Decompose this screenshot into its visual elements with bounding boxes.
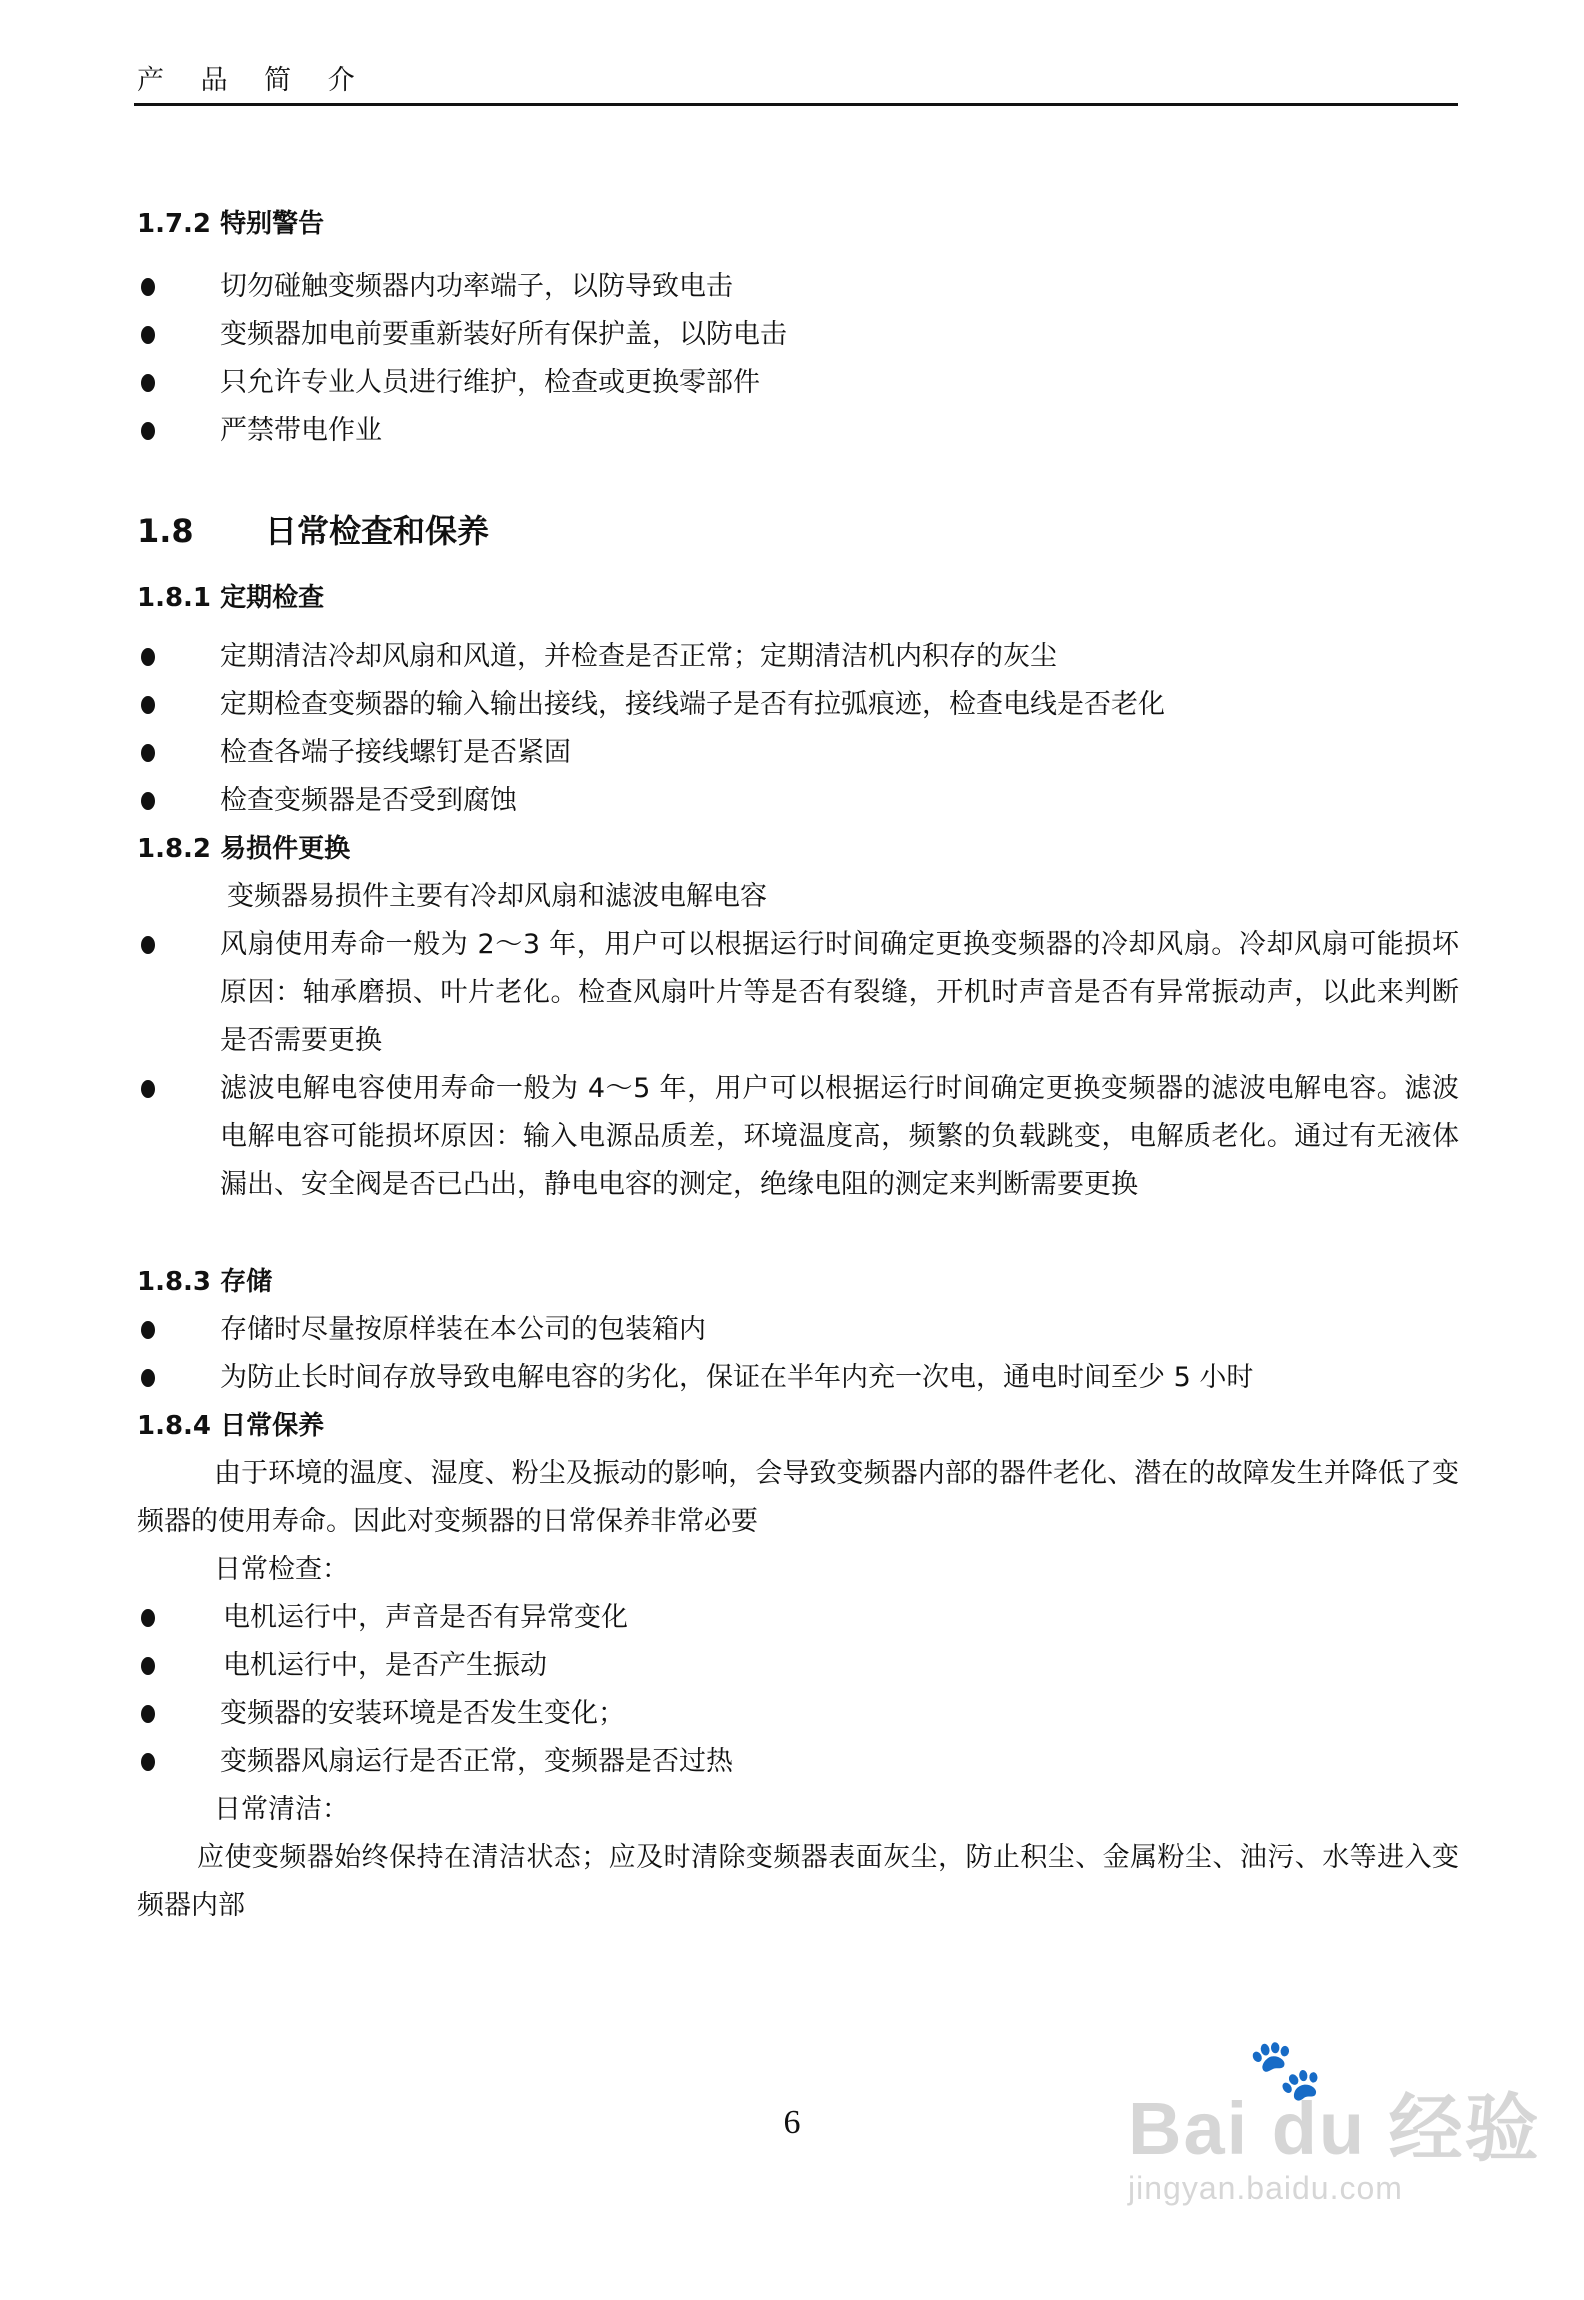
list-item: 变频器加电前要重新装好所有保护盖，以防电击 <box>137 311 1459 359</box>
bullet-icon <box>141 1321 155 1339</box>
bullet-icon <box>141 1753 155 1771</box>
bullet-icon <box>141 374 155 392</box>
heading-1-8-1: 1.8.1 定期检查 <box>137 583 325 613</box>
bullet-icon <box>141 696 155 714</box>
list-item: 滤波电解电容使用寿命一般为 4～5 年，用户可以根据运行时间确定更换变频器的滤波电解电容。滤波电解电容可能损坏原因：输入电源品质差，环境温度高，频繁的负载跳变，电解质老化。通过有无液体漏出、安全阀是否已凸出，静电电容的测定，绝缘电阻的测定来判断需要更换 <box>137 1065 1459 1209</box>
section-1-8-4 <box>137 1402 1459 1930</box>
paw-logo-icon: 🐾 <box>1248 2036 1323 2103</box>
bullet-icon <box>141 1080 155 1098</box>
heading-1-8-3: 1.8.3 存储 <box>137 1267 273 1297</box>
list-item: 检查各端子接线螺钉是否紧固 <box>137 729 1459 777</box>
bullet-icon <box>141 1369 155 1387</box>
bullet-icon <box>141 422 155 440</box>
page-number: 6 <box>783 2104 801 2141</box>
list-item: 电机运行中，声音是否有异常变化 <box>137 1594 1459 1642</box>
maintenance-paragraph: 由于环境的温度、湿度、粉尘及振动的影响，会导致变频器内部的器件老化、潜在的故障发生并降低了变频器的使用寿命。因此对变频器的日常保养非常必要 <box>137 1458 1459 1537</box>
warning-list <box>137 263 1459 455</box>
watermark-brand: Bai du 经验 <box>1128 2087 1541 2170</box>
heading-1-8-4: 1.8.4 日常保养 <box>137 1411 325 1441</box>
bullet-icon <box>141 1705 155 1723</box>
list-item: 为防止长时间存放导致电解电容的劣化，保证在半年内充一次电，通电时间至少 5 小时 <box>137 1354 1459 1402</box>
heading-1-8-2: 1.8.2 易损件更换 <box>137 834 351 864</box>
list-item: 切勿碰触变频器内功率端子，以防导致电击 <box>137 263 1459 311</box>
intro-text: 变频器易损件主要有冷却风扇和滤波电解电容 <box>227 881 767 912</box>
bullet-icon <box>141 792 155 810</box>
heading-1-7-2: 1.7.2 特别警告 <box>137 209 325 239</box>
bullet-icon <box>141 1609 155 1627</box>
list-item: 检查变频器是否受到腐蚀 <box>137 777 1459 825</box>
bullet-icon <box>141 278 155 296</box>
list-item: 电机运行中，是否产生振动 <box>137 1642 1459 1690</box>
list-item: 严禁带电作业 <box>137 407 1459 455</box>
bullet-icon <box>141 936 155 954</box>
list-item: 变频器风扇运行是否正常，变频器是否过热 <box>137 1738 1459 1786</box>
list-item: 风扇使用寿命一般为 2～3 年，用户可以根据运行时间确定更换变频器的冷却风扇。冷却风扇可能损坏原因：轴承磨损、叶片老化。检查风扇叶片等是否有裂缝，开机时声音是否有异常振动声，以此来判断是否需要更换 <box>137 921 1459 1065</box>
heading-1-8: 1.8 日常检查和保养 <box>137 512 490 550</box>
bullet-icon <box>141 648 155 666</box>
cleaning-paragraph: 应使变频器始终保持在清洁状态；应及时清除变频器表面灰尘，防止积尘、金属粉尘、油污、水等进入变频器内部 <box>137 1842 1459 1921</box>
list-item: 只允许专业人员进行维护，检查或更换零部件 <box>137 359 1459 407</box>
bullet-icon <box>141 1657 155 1675</box>
daily-check-label: 日常检查： <box>214 1554 349 1585</box>
list-item: 变频器的安装环境是否发生变化； <box>137 1690 1459 1738</box>
section-1-8-3 <box>137 1258 1459 1402</box>
bullet-icon <box>141 744 155 762</box>
list-item: 定期清洁冷却风扇和风道，并检查是否正常；定期清洁机内积存的灰尘 <box>137 633 1459 681</box>
watermark-url: jingyan.baidu.com <box>1128 2170 1403 2206</box>
periodic-check-list <box>137 633 1459 825</box>
list-item: 存储时尽量按原样装在本公司的包装箱内 <box>137 1306 1459 1354</box>
header-rule <box>134 103 1458 106</box>
bullet-icon <box>141 326 155 344</box>
list-item: 定期检查变频器的输入输出接线，接线端子是否有拉弧痕迹，检查电线是否老化 <box>137 681 1459 729</box>
daily-clean-label: 日常清洁： <box>214 1794 349 1825</box>
baidu-jingyan-watermark <box>1128 2036 1541 2207</box>
running-header: 产 品 简 介 <box>137 65 369 96</box>
section-1-8-2 <box>137 825 1459 1209</box>
